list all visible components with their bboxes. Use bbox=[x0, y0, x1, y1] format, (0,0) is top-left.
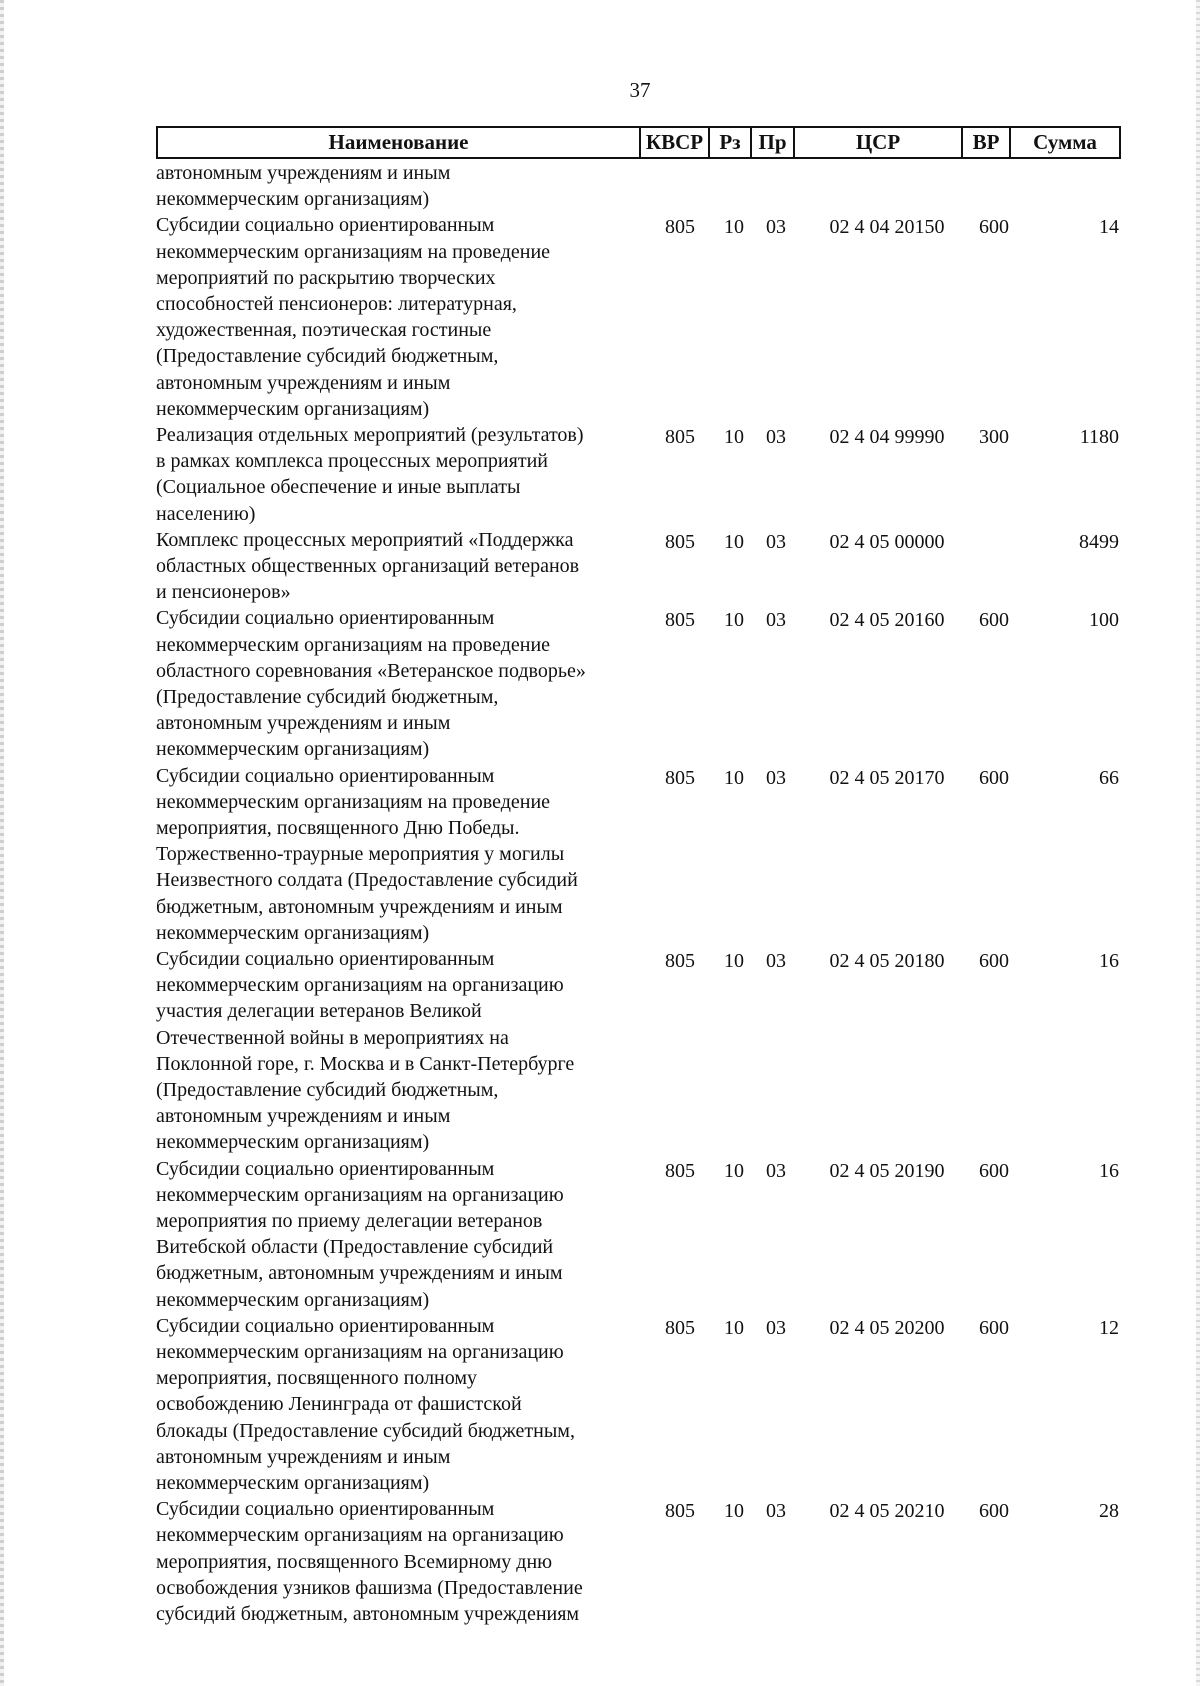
row-name-line: некоммерческим организациям) bbox=[156, 738, 430, 761]
cell-rz: 10 bbox=[724, 1500, 744, 1523]
row-name-line: (Предоставление субсидий бюджетным, bbox=[156, 1079, 499, 1102]
page-number: 37 bbox=[629, 78, 651, 102]
cell-sum: 66 bbox=[1099, 766, 1119, 789]
cell-sum: 8499 bbox=[1079, 530, 1119, 553]
row-name-line: (Предоставление субсидий бюджетным, bbox=[156, 686, 499, 708]
row-name-line: некоммерческим организациям на организацию bbox=[156, 974, 564, 997]
row-name-line: художественная, поэтическая гостиные bbox=[156, 319, 492, 342]
cell-vr: 600 bbox=[979, 950, 1009, 972]
cell-sum: 28 bbox=[1099, 1500, 1119, 1523]
cell-vr: 600 bbox=[979, 1159, 1009, 1182]
cell-pr: 03 bbox=[766, 426, 786, 448]
row-name-line: некоммерческим организациям) bbox=[156, 1472, 430, 1495]
row-name bbox=[156, 1313, 626, 1496]
cell-sum: 12 bbox=[1099, 1316, 1119, 1339]
table-row bbox=[156, 527, 1121, 606]
row-name-line: и пенсионеров» bbox=[156, 581, 291, 604]
row-name-line: Субсидии социально ориентированным bbox=[156, 214, 495, 237]
cell-vr: 600 bbox=[979, 766, 1009, 789]
row-name bbox=[156, 605, 626, 762]
row-name bbox=[156, 946, 626, 1156]
table-row bbox=[156, 422, 1121, 527]
cell-vr: 300 bbox=[979, 426, 1009, 448]
cell-sum: 16 bbox=[1099, 950, 1119, 972]
row-name-line: некоммерческим организациям на проведение bbox=[156, 790, 551, 813]
row-name-line: (Предоставление субсидий бюджетным, bbox=[156, 345, 499, 368]
cell-csr: 02 4 04 99990 bbox=[829, 426, 945, 448]
cell-kvsr: 805 bbox=[665, 950, 695, 972]
row-name-line: Поклонной горе, г. Москва и в Санкт-Петербурге bbox=[156, 1052, 575, 1075]
table-row bbox=[156, 605, 1121, 762]
row-name bbox=[156, 422, 626, 527]
row-name bbox=[156, 527, 626, 606]
row-name-line: Субсидии социально ориентированным bbox=[156, 764, 495, 787]
cell-csr: 02 4 05 20200 bbox=[829, 1316, 945, 1339]
header-pr: Пр bbox=[752, 128, 795, 157]
cell-pr: 03 bbox=[766, 1500, 786, 1523]
row-name-line: некоммерческим организациям) bbox=[156, 921, 430, 944]
cell-csr: 02 4 04 20150 bbox=[829, 216, 945, 239]
cell-sum: 14 bbox=[1099, 216, 1119, 239]
cell-kvsr: 805 bbox=[665, 216, 695, 239]
cell-sum: 1180 bbox=[1079, 426, 1119, 448]
row-name bbox=[156, 1496, 626, 1627]
row-name-line: некоммерческим организациям) bbox=[156, 1131, 430, 1154]
cell-csr: 02 4 05 20210 bbox=[829, 1500, 945, 1523]
row-name bbox=[156, 212, 626, 422]
row-name-line: некоммерческим организациям) bbox=[156, 1288, 430, 1311]
cell-rz: 10 bbox=[724, 609, 744, 632]
cell-sum: 16 bbox=[1099, 1159, 1119, 1182]
header-rz: Рз bbox=[710, 128, 752, 157]
row-name-line: областных общественных организаций ветеранов bbox=[156, 555, 580, 577]
row-name-line: Торжественно-траурные мероприятия у могилы bbox=[156, 843, 565, 866]
row-name-line: некоммерческим организациям на организацию bbox=[156, 1524, 564, 1547]
row-name-line: автономным учреждениям и иным bbox=[156, 1105, 451, 1128]
row-name-line: некоммерческим организациям на проведение bbox=[156, 633, 551, 656]
row-name-line: некоммерческим организациям на организацию bbox=[156, 1341, 564, 1363]
row-name-line: некоммерческим организациям на проведение bbox=[156, 240, 551, 263]
row-name-line: участия делегации ветеранов Великой bbox=[156, 1000, 482, 1023]
cell-csr: 02 4 05 00000 bbox=[829, 530, 945, 553]
cell-rz: 10 bbox=[724, 426, 744, 448]
row-name-line: некоммерческим организациям на организацию bbox=[156, 1183, 564, 1206]
cell-pr: 03 bbox=[766, 766, 786, 789]
row-name-line: автономным учреждениям и иным bbox=[156, 371, 451, 394]
row-name-line: Субсидии социально ориентированным bbox=[156, 948, 495, 970]
row-name-line: субсидий бюджетным, автономным учреждениям bbox=[156, 1603, 580, 1625]
cell-vr: 600 bbox=[979, 1500, 1009, 1523]
row-name-line: Субсидии социально ориентированным bbox=[156, 1157, 495, 1180]
row-name bbox=[156, 763, 626, 946]
cell-pr: 03 bbox=[766, 530, 786, 553]
row-name-line: освобождения узников фашизма (Предоставление bbox=[156, 1576, 583, 1599]
cell-rz: 10 bbox=[724, 216, 744, 239]
row-name-line: мероприятия по приему делегации ветеранов bbox=[156, 1210, 543, 1232]
cell-csr: 02 4 05 20160 bbox=[829, 609, 945, 632]
table-row bbox=[156, 946, 1121, 1156]
row-name-line: населению) bbox=[156, 502, 256, 525]
header-kvsr: КВСР bbox=[641, 128, 710, 157]
row-name-line: областного соревнования «Ветеранское подворье» bbox=[156, 659, 586, 682]
header-vr: ВР bbox=[963, 128, 1011, 157]
cell-kvsr: 805 bbox=[665, 426, 695, 448]
row-name-line: Комплекс процессных мероприятий «Поддержка bbox=[156, 528, 574, 551]
row-name-line: автономным учреждениям и иным bbox=[156, 712, 451, 735]
table-header bbox=[156, 126, 1121, 159]
row-name-line: Неизвестного солдата (Предоставление субсидий bbox=[156, 869, 578, 892]
row-name-line: Реализация отдельных мероприятий (результатов) bbox=[156, 424, 584, 446]
cell-kvsr: 805 bbox=[665, 766, 695, 789]
row-name-line: Субсидии социально ориентированным bbox=[156, 1498, 495, 1521]
row-name-line: Субсидии социально ориентированным bbox=[156, 607, 495, 630]
scan-edge-right bbox=[1196, 0, 1200, 1686]
cell-vr: 600 bbox=[979, 216, 1009, 239]
cell-pr: 03 bbox=[766, 1159, 786, 1182]
row-name-line: в рамках комплекса процессных мероприятий bbox=[156, 450, 548, 473]
cell-pr: 03 bbox=[766, 216, 786, 239]
cell-rz: 10 bbox=[724, 1316, 744, 1339]
cell-rz: 10 bbox=[724, 950, 744, 972]
row-name bbox=[156, 1156, 626, 1313]
row-name-line: бюджетным, автономным учреждениям и иным bbox=[156, 1262, 563, 1285]
table-row bbox=[156, 1156, 1121, 1313]
row-name-line: освобождению Ленинграда от фашистской bbox=[156, 1393, 522, 1416]
cell-kvsr: 805 bbox=[665, 530, 695, 553]
row-name-line: Витебской области (Предоставление субсидий bbox=[156, 1236, 554, 1259]
cell-pr: 03 bbox=[766, 1316, 786, 1339]
cell-vr: 600 bbox=[979, 1316, 1009, 1339]
header-name: Наименование bbox=[158, 128, 641, 157]
cell-kvsr: 805 bbox=[665, 1159, 695, 1182]
cell-csr: 02 4 05 20180 bbox=[829, 950, 945, 972]
table-row bbox=[156, 763, 1121, 946]
scan-edge-left bbox=[0, 0, 4, 1686]
row-name-line: мероприятия, посвященного Всемирному дню bbox=[156, 1550, 553, 1573]
table-row bbox=[156, 1496, 1121, 1627]
cell-kvsr: 805 bbox=[665, 609, 695, 632]
table-row bbox=[156, 212, 1121, 422]
cell-kvsr: 805 bbox=[665, 1316, 695, 1339]
cell-rz: 10 bbox=[724, 530, 744, 553]
row-name-line: мероприятия, посвященного полному bbox=[156, 1367, 478, 1390]
row-name bbox=[156, 160, 626, 212]
header-sum: Сумма bbox=[1033, 130, 1097, 154]
row-name-line: некоммерческим организациям) bbox=[156, 397, 430, 420]
row-name-line: способностей пенсионеров: литературная, bbox=[156, 293, 517, 315]
cell-csr: 02 4 05 20170 bbox=[829, 766, 945, 789]
header-csr: ЦСР bbox=[795, 128, 963, 157]
row-name-line: блокады (Предоставление субсидий бюджетным, bbox=[156, 1419, 575, 1442]
cell-vr: 600 bbox=[979, 609, 1009, 632]
row-name-line: автономным учреждениям и иным bbox=[156, 162, 451, 184]
cell-csr: 02 4 05 20190 bbox=[829, 1159, 945, 1182]
table-row bbox=[156, 1313, 1121, 1496]
cell-rz: 10 bbox=[724, 1159, 744, 1182]
row-name-line: мероприятия, посвященного Дню Победы. bbox=[156, 817, 520, 839]
row-name-line: автономным учреждениям и иным bbox=[156, 1445, 451, 1468]
cell-rz: 10 bbox=[724, 766, 744, 789]
table-row bbox=[156, 160, 1121, 212]
row-name-line: некоммерческим организациям) bbox=[156, 188, 430, 211]
row-name-line: мероприятий по раскрытию творческих bbox=[156, 266, 496, 289]
row-name-line: бюджетным, автономным учреждениям и иным bbox=[156, 895, 563, 918]
cell-kvsr: 805 bbox=[665, 1500, 695, 1523]
row-name-line: Субсидии социально ориентированным bbox=[156, 1314, 495, 1337]
cell-sum: 100 bbox=[1089, 609, 1119, 632]
row-name-line: (Социальное обеспечение и иные выплаты bbox=[156, 476, 521, 499]
row-name-line: Отечественной войны в мероприятиях на bbox=[156, 1026, 509, 1049]
cell-pr: 03 bbox=[766, 950, 786, 972]
cell-pr: 03 bbox=[766, 609, 786, 632]
